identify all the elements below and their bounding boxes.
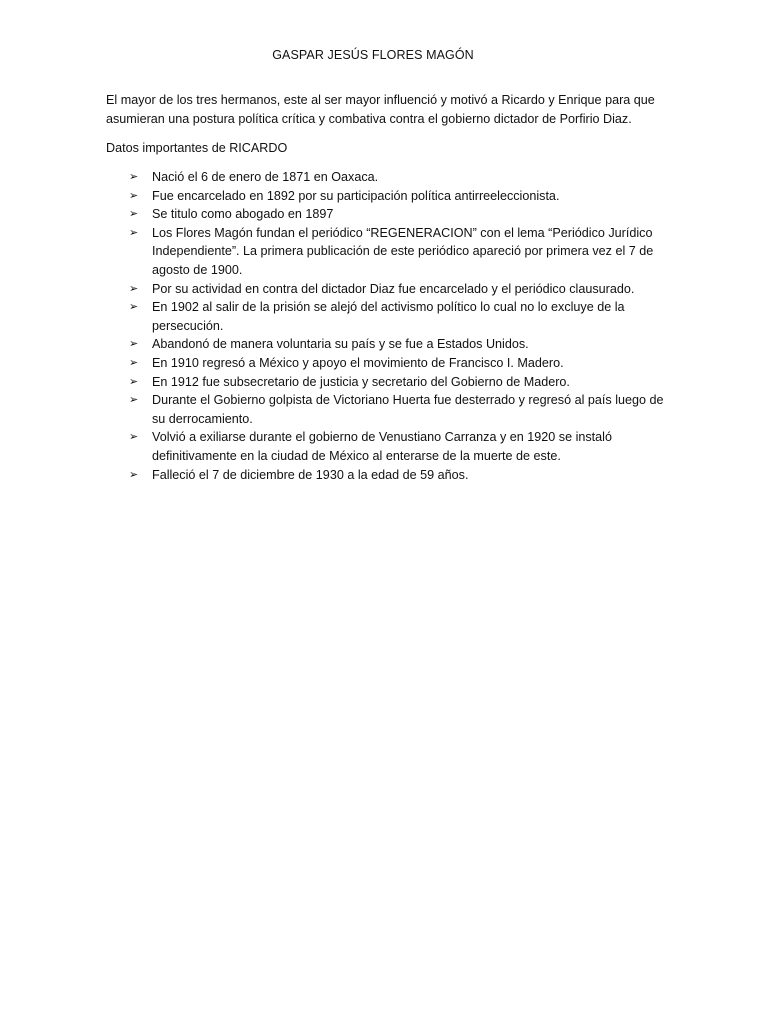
list-item-text: Abandonó de manera voluntaria su país y se fue a Estados Unidos. bbox=[152, 337, 529, 352]
list-item bbox=[106, 428, 666, 465]
list-item bbox=[106, 335, 666, 354]
facts-list bbox=[106, 168, 666, 484]
list-item bbox=[106, 187, 666, 206]
document-title: GASPAR JESÚS FLORES MAGÓN bbox=[272, 48, 474, 62]
list-item bbox=[106, 298, 666, 335]
arrow-bullet-icon: ➢ bbox=[129, 374, 139, 388]
list-item bbox=[106, 205, 666, 224]
list-item-text: Se titulo como abogado en 1897 bbox=[152, 207, 334, 222]
list-item bbox=[106, 373, 666, 392]
arrow-bullet-icon: ➢ bbox=[129, 170, 139, 183]
arrow-bullet-icon: ➢ bbox=[129, 225, 139, 239]
arrow-bullet-icon: ➢ bbox=[129, 300, 139, 314]
arrow-bullet-icon: ➢ bbox=[129, 207, 139, 221]
list-item-text: Falleció el 7 de diciembre de 1930 a la edad de 59 años. bbox=[152, 467, 469, 482]
list-item-text: Durante el Gobierno golpista de Victoriano Huerta fue desterrado y regresó al país luego de su derrocamiento. bbox=[152, 393, 664, 426]
list-item bbox=[106, 280, 666, 299]
list-item-text: Los Flores Magón fundan el periódico “REGENERACION” con el lema “Periódico Jurídico Independiente”. La primera publicación de este periódico apareció por primera vez el 7 de agosto de 1900. bbox=[152, 225, 654, 277]
arrow-bullet-icon: ➢ bbox=[129, 393, 139, 407]
list-item bbox=[106, 466, 666, 485]
list-item-text: En 1902 al salir de la prisión se alejó del activismo político lo cual no lo excluye de la persecución. bbox=[152, 300, 625, 333]
list-item bbox=[106, 391, 666, 428]
list-item bbox=[106, 354, 666, 373]
arrow-bullet-icon: ➢ bbox=[129, 467, 139, 481]
list-item-text: En 1912 fue subsecretario de justicia y secretario del Gobierno de Madero. bbox=[152, 374, 570, 389]
arrow-bullet-icon: ➢ bbox=[129, 430, 139, 444]
intro-paragraph: El mayor de los tres hermanos, este al ser mayor influenció y motivó a Ricardo y Enrique para que asumieran una postura política crítica y combativa contra el gobierno dictador de Porfirio Diaz. bbox=[106, 93, 655, 126]
list-item-text: Nació el 6 de enero de 1871 en Oaxaca. bbox=[152, 170, 379, 184]
list-item bbox=[106, 168, 666, 187]
arrow-bullet-icon: ➢ bbox=[129, 281, 139, 295]
section-subheading: Datos importantes de RICARDO bbox=[106, 141, 288, 155]
list-item-text: Fue encarcelado en 1892 por su participación política antirreeleccionista. bbox=[152, 188, 560, 203]
list-item bbox=[106, 224, 666, 280]
list-item-text: Por su actividad en contra del dictador Diaz fue encarcelado y el periódico clausurado. bbox=[152, 281, 635, 296]
arrow-bullet-icon: ➢ bbox=[129, 188, 139, 202]
arrow-bullet-icon: ➢ bbox=[129, 355, 139, 369]
list-item-text: En 1910 regresó a México y apoyo el movimiento de Francisco I. Madero. bbox=[152, 355, 564, 370]
list-item-text: Volvió a exiliarse durante el gobierno de Venustiano Carranza y en 1920 se instaló definitivamente en la ciudad de México al enterarse de la muerte de este. bbox=[152, 430, 612, 463]
arrow-bullet-icon: ➢ bbox=[129, 337, 139, 351]
